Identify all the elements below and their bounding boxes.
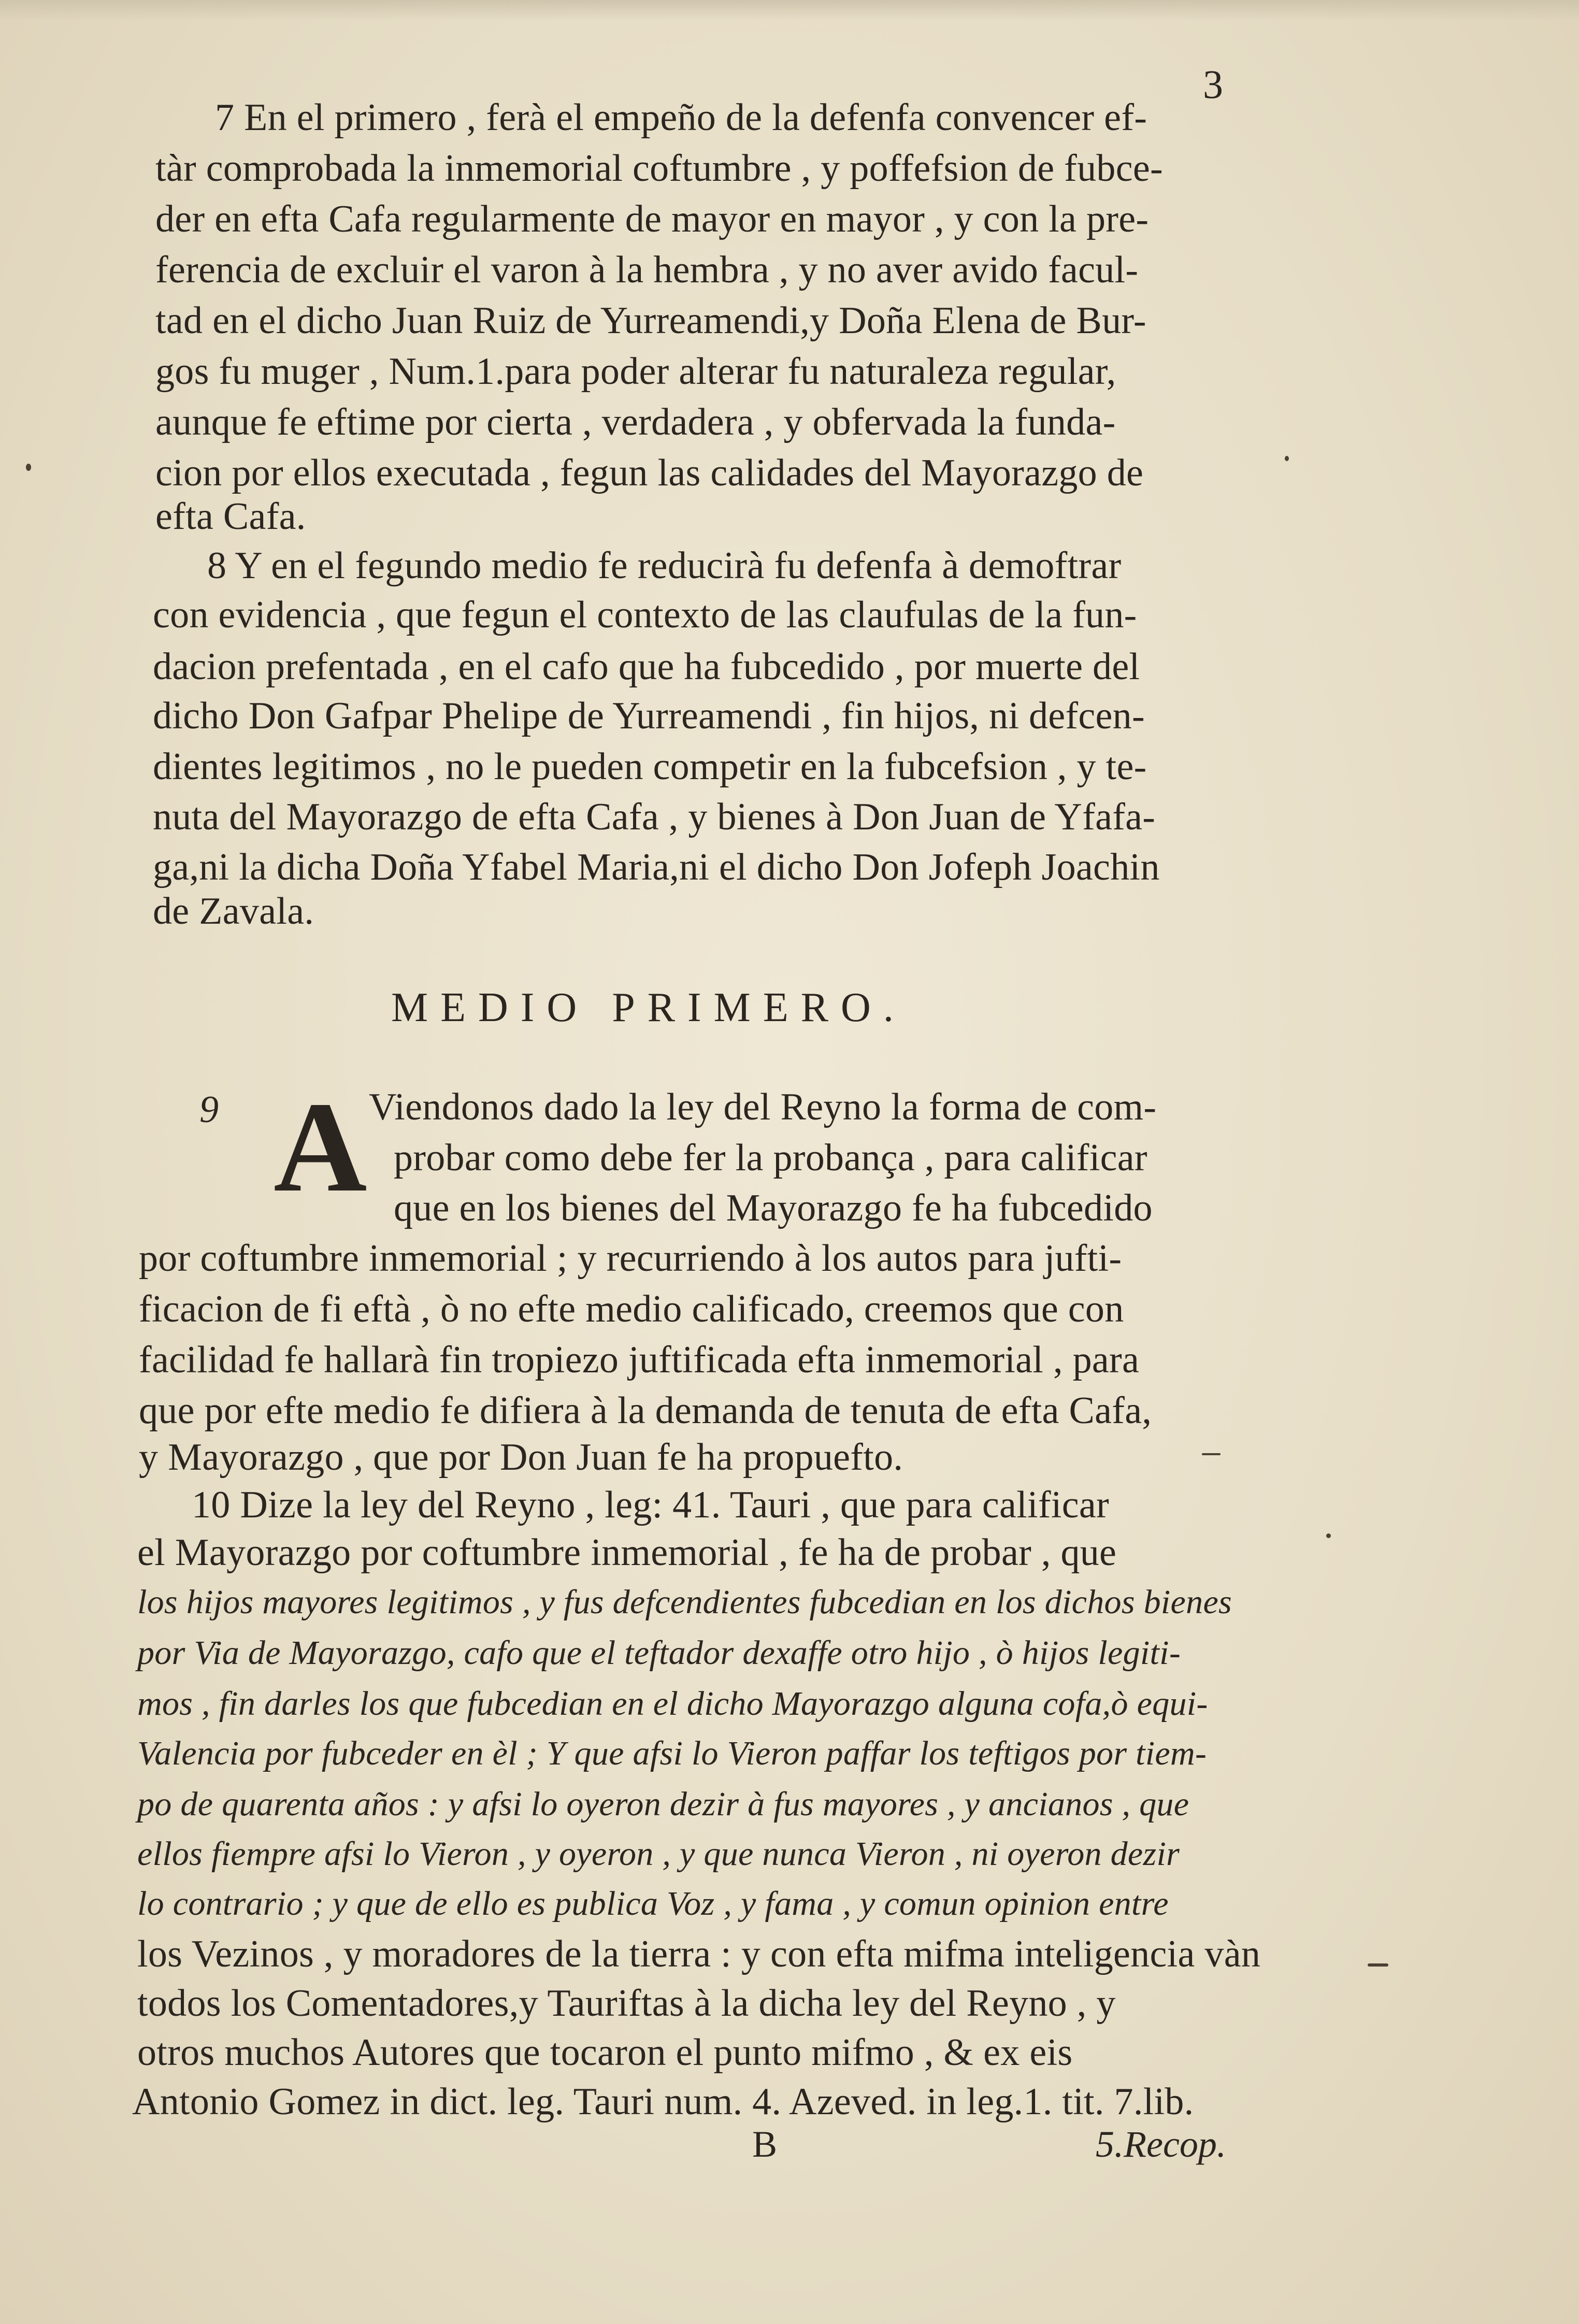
section-heading: MEDIO PRIMERO. <box>391 985 906 1030</box>
para9-number: 9 <box>199 1088 219 1131</box>
para9-line: y Mayorazgo , que por Don Juan fe ha propuefto. <box>139 1436 903 1479</box>
para9-line: por coftumbre inmemorial ; y recurriendo à los autos para jufti- <box>139 1237 1122 1280</box>
para8-line: dicho Don Gafpar Phelipe de Yurreamendi , fin hijos, ni defcen- <box>153 695 1145 737</box>
para7-line: efta Cafa. <box>155 495 306 538</box>
para9-line: Viendonos dado la ley del Reyno la forma de com- <box>369 1086 1157 1128</box>
catchword: 5.Recop. <box>1096 2124 1226 2165</box>
para10-line: los Vezinos , y moradores de la tierra : y con efta mifma inteligencia vàn <box>137 1933 1261 1975</box>
para9-line: ficacion de fi eftà , ò no efte medio calificado, creemos que con <box>139 1288 1124 1330</box>
quotation-line: los hijos mayores legitimos , y fus defcendientes fubcedian en los dichos bienes <box>137 1583 1232 1621</box>
page-number-mark: 3 <box>1203 62 1223 107</box>
para9-line: facilidad fe hallarà fin tropiezo juftificada efta inmemorial , para <box>139 1339 1140 1381</box>
page-top-edge <box>0 0 1579 21</box>
drop-cap: A <box>274 1075 367 1219</box>
para8-line: ga,ni la dicha Doña Yfabel Maria,ni el dicho Don Jofeph Joachin <box>153 846 1160 888</box>
para7-line: der en efta Cafa regularmente de mayor en mayor , y con la pre- <box>155 198 1149 240</box>
para7-line: aunque fe eftime por cierta , verdadera , y obfervada la funda- <box>155 401 1116 443</box>
para7-line: 7 En el primero , ferà el empeño de la defenfa convencer ef- <box>215 96 1147 139</box>
para10-line: otros muchos Autores que tocaron el punto mifmo , & ex eis <box>137 2031 1073 2074</box>
signature-letter: B <box>752 2124 778 2165</box>
quotation-line: po de quarenta años : y afsi lo oyeron dezir à fus mayores , y ancianos , que <box>137 1785 1189 1823</box>
para10-line: todos los Comentadores,y Tauriftas à la dicha ley del Reyno , y <box>137 1982 1116 2025</box>
ink-speck <box>1368 1963 1388 1967</box>
para10-line: Antonio Gomez in dict. leg. Tauri num. 4. Azeved. in leg.1. tit. 7.lib. <box>132 2081 1194 2123</box>
para10-line: 10 Dize la ley del Reyno , leg: 41. Tauri , que para calificar <box>192 1484 1109 1526</box>
para9-line: que por efte medio fe difiera à la demanda de tenuta de efta Cafa, <box>139 1389 1152 1432</box>
para8-line: con evidencia , que fegun el contexto de las claufulas de la fun- <box>153 594 1137 636</box>
para8-line: 8 Y en el fegundo medio fe reducirà fu defenfa à demoftrar <box>207 544 1122 587</box>
ink-speck <box>1326 1533 1331 1538</box>
para7-line: tàr comprobada la inmemorial coftumbre , y poffefsion de fubce- <box>155 147 1163 190</box>
ink-speck <box>26 464 31 471</box>
ink-speck <box>1202 1453 1221 1455</box>
quotation-line: Valencia por fubceder en èl ; Y que afsi lo Vieron paffar los teftigos por tiem- <box>137 1734 1207 1772</box>
para7-line: tad en el dicho Juan Ruiz de Yurreamendi,y Doña Elena de Bur- <box>155 299 1146 342</box>
quotation-line: mos , fin darles los que fubcedian en el dicho Mayorazgo alguna cofa,ò equi- <box>137 1685 1208 1723</box>
para8-line: de Zavala. <box>153 890 314 933</box>
para7-line: ferencia de excluir el varon à la hembra , y no aver avido facul- <box>155 249 1139 291</box>
para8-line: dacion prefentada , en el cafo que ha fubcedido , por muerte del <box>153 645 1140 688</box>
para8-line: dientes legitimos , no le pueden competir en la fubcefsion , y te- <box>153 745 1147 788</box>
para8-line: nuta del Mayorazgo de efta Cafa , y bienes à Don Juan de Yfafa- <box>153 796 1156 838</box>
quotation-line: por Via de Mayorazgo, cafo que el teftador dexaffe otro hijo , ò hijos legiti- <box>137 1634 1181 1672</box>
para10-line: el Mayorazgo por coftumbre inmemorial , fe ha de probar , que <box>137 1531 1117 1574</box>
quotation-line: ellos fiempre afsi lo Vieron , y oyeron , y que nunca Vieron , ni oyeron dezir <box>137 1835 1180 1873</box>
para7-line: cion por ellos executada , fegun las calidades del Mayorazgo de <box>155 452 1144 494</box>
ink-speck <box>1285 456 1289 461</box>
para7-line: gos fu muger , Num.1.para poder alterar fu naturaleza regular, <box>155 350 1116 393</box>
quotation-line: lo contrario ; y que de ello es publica Voz , y fama , y comun opinion entre <box>137 1885 1169 1923</box>
para9-line: probar como debe fer la probança , para calificar <box>394 1137 1147 1179</box>
para9-line: que en los bienes del Mayorazgo fe ha fubcedido <box>394 1187 1153 1229</box>
